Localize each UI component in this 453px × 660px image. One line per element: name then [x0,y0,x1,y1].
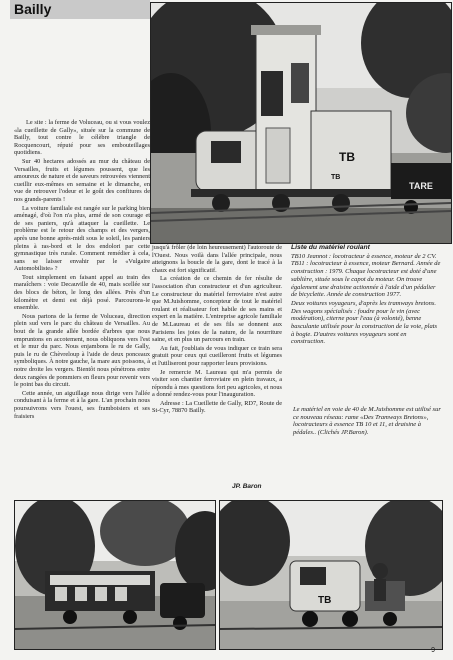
rolling-stock-box [291,244,441,347]
paragraph: Au fait, j'oubliais de vous indiquer ce train sera gratuit pour ceux qui cueilleront fruits et légumes et l'utiliseront pour rapporter leurs provisions. [152,344,282,367]
page-number: 9 [431,647,435,654]
text-column-left [14,119,150,421]
label-tb-draisine: TB [318,595,332,606]
photo-train-bottom-left [14,500,216,650]
paragraph: La voiture familiale est rangée sur le parking bien aménagé, d'où l'on n'a plus, armé de son courage et de ses paniers, qu'à attaquer la cueillette. Le problème est le retour des champs et des vergers, après une bonne après-midi sous le soleil, les paniers pleins à ras-bord et le dos endolori par cette gymnastique très rurale. Comment remédier à cela, sans se laisser envahir par le «Vulgaire Automobiliste» ? [14,204,150,273]
rolling-stock-title: Liste du matériel roulant [291,244,370,251]
author-signature: JP. Baron [232,483,262,490]
paragraph: Le site : la ferme de Voluceau, ou si vous voulez «la cueillette de Gally», située sur la commune de Bailly, tout contre le célèbre triangle de Rocquencourt, réputé pour ses embouteillages quotidiens. [14,119,150,157]
paragraph: Nous partons de la ferme de Voluceau, direction plein sud vers le parc du château de Versailles. Au bout de la grande allée bordée d'arbres que nous empruntons en accotement, nous obliquons vers l'est et le mur du parc. Nous enjambons le ru de Gally, puis le ru de Chèvreloup à l'aide de deux ponceaux symboliques. À notre gauche, la mare aux poissons, à notre droite les vergers. Bientôt nous pénétrons entre deux rangées de pommiers en fleurs pour revenir vers le point bas du circuit. [14,312,150,389]
caption-text: Le matériel en voie de 40 de M.Juishomme est utilisé sur ce nouveau réseau: rame «Des Tramways Bretons», locotracteurs à essence TB 10 et 11, et draisine à pédales.. (Clichés JP.Baron). [293,406,441,437]
paragraph: jusqu'à frôler (de loin heureusement) l'autoroute de l'Ouest. Nous voilà dans l'allée principale, nous atteignons la boucle de la gare, dont le tracé à la chaux est fort significatif. [152,244,282,274]
paragraph: Cette année, un aiguillage nous dirige vers l'allée conduisant à la ferme et à la gare. L'an prochain nous poursuivrons vers l'ouest, ses framboisiers et ses fraisiers [14,389,150,420]
label-tb-small: TB [331,174,341,181]
paragraph: TB10 Jeannot : locotracteur à essence, moteur de 2 CV. TB11 : locotracteur à essence, moteur Bernard. Année de construction : 1979. Chaque locotracteur est doté d'une sablière, située sous le capot du moteur. On trouve également une draisine actionnée à l'aide d'un pédalier de bicyclette. Année de construction 1977. [291,252,441,299]
paragraph: La création de ce chemin de fer résulte de l'association d'un constructeur et d'un agriculteur. Le constructeur du matériel ferroviaire n'est autre que M.Juishomme, concepteur de tout le matériel roulant et réalisateur fort habile de ses mains et expert en la matière. L'entreprise agricole familiale de M.Laureau et de ses fils se donnent aux Parisiens les joies de la nature, de la nourriture saine, et en plus un parcours en train. [152,275,282,344]
paragraph: Deux voitures voyageurs, d'après les tramways bretons. Des wagons spécialisés : foudre pour le vin (avec modération), citerne pour l'eau (à volonté), benne basculante utilisée pour la construction de la voie, plats à bogie. D'autres voitures voyageurs sont en construction. [291,299,438,346]
paragraph: Sur 40 hectares adossés au mur du château de Versailles, fruits et légumes poussent, que les amoureux de nature et de saveurs retrouvées viennent cueillir eux-mêmes en semaine et le dimanche, en vue de retrouver l'odeur et le goût des confitures de nos grands-parents ! [14,157,150,203]
photo-caption [293,406,443,438]
paragraph: Tout simplement en faisant appel au train des maraîchers : voie Decauville de 40, mais scellée sur des blocs de béton, le long des allées. Près d'un kilomètre et demi est déjà posé. Parcourons-le ensemble. [14,273,150,312]
label-tare: TARE [409,181,433,191]
section-header [10,0,150,19]
text-column-middle [152,244,282,416]
photo-train-top [150,2,452,244]
section-title: Bailly [14,1,52,17]
paragraph: Adresse : La Cueillette de Gally, RD7, Route de St-Cyr, 78870 Bailly. [152,399,282,415]
paragraph: Je remercie M. Laureau qui m'a permis de visiter son chantier ferroviaire en plein travaux, a répondu à mes questions fort peu agricoles, et nous a donné rendez-vous pour l'inauguration. [152,368,282,399]
label-tb-side: TB [339,150,355,164]
photo-draisine-bottom-right [219,500,443,650]
